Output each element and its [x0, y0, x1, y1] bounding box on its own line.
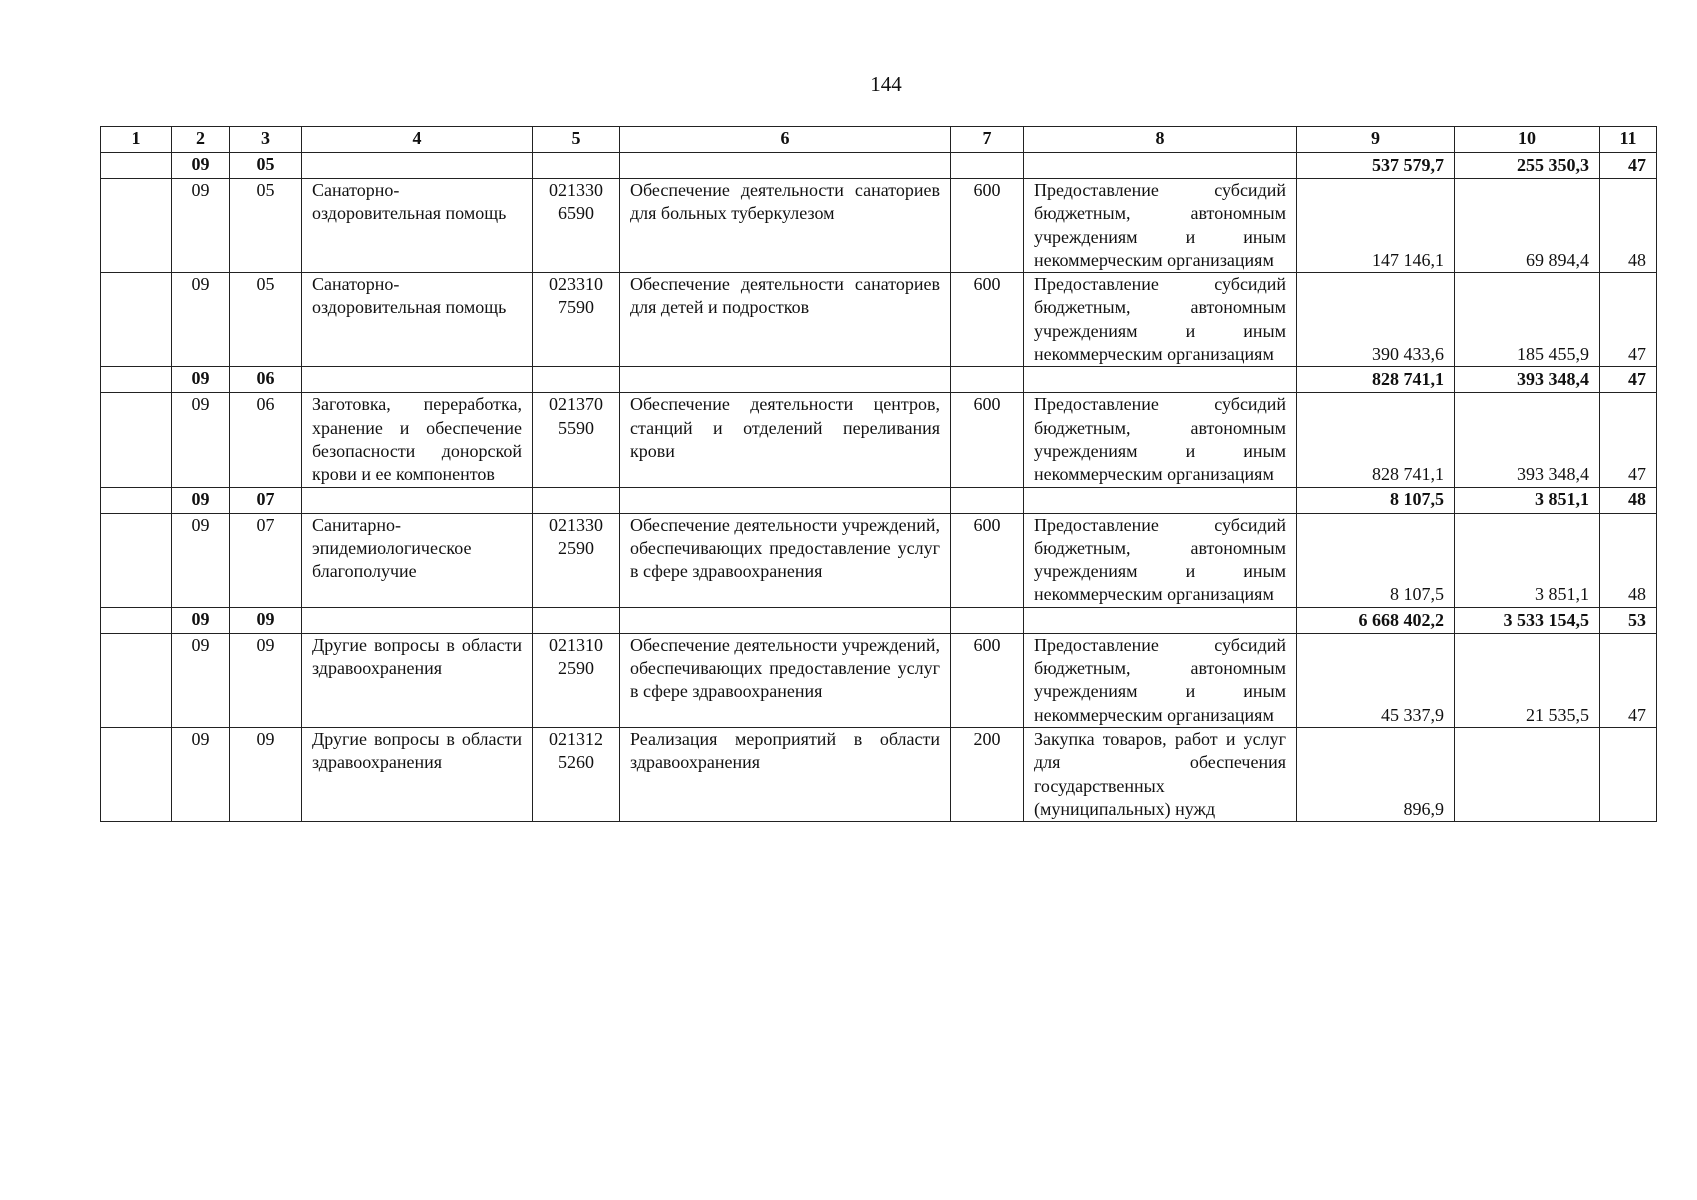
cell-expense-name: Предоставление субсидий бюджетным, автономным учреждениям и иным некоммерческим организациям: [1024, 513, 1297, 607]
table-row: [101, 179, 1657, 273]
cell-expense-type: 600: [951, 633, 1024, 727]
cell-subsection-name: Другие вопросы в области здравоохранения: [302, 633, 533, 727]
cell-subsection: 06: [230, 393, 302, 487]
cell-target-code: 021310 2590: [533, 633, 620, 727]
cell-amount: 8 107,5: [1297, 487, 1455, 513]
cell-amount: 896,9: [1297, 727, 1455, 821]
table-row: [101, 633, 1657, 727]
cell-target-name: [620, 153, 951, 179]
cell-executed: 3 851,1: [1455, 487, 1600, 513]
cell-subsection-name: Санитарно-эпидемиологическое благополучие: [302, 513, 533, 607]
cell-subsection: 07: [230, 513, 302, 607]
cell-subsection: 05: [230, 179, 302, 273]
table-row: [101, 393, 1657, 487]
cell-section: 09: [172, 607, 230, 633]
cell-number: [101, 273, 172, 367]
cell-number: [101, 513, 172, 607]
cell-number: [101, 487, 172, 513]
header-cell-3: 3: [230, 127, 302, 153]
cell-executed: 69 894,4: [1455, 179, 1600, 273]
cell-target-name: Обеспечение деятельности учреждений, обеспечивающих предоставление услуг в сфере здравоохранения: [620, 633, 951, 727]
cell-section: 09: [172, 727, 230, 821]
cell-target-code: 021330 2590: [533, 513, 620, 607]
cell-amount: 828 741,1: [1297, 367, 1455, 393]
header-cell-9: 9: [1297, 127, 1455, 153]
cell-expense-type: 600: [951, 393, 1024, 487]
cell-expense-type: 600: [951, 179, 1024, 273]
cell-expense-type: 600: [951, 273, 1024, 367]
header-cell-4: 4: [302, 127, 533, 153]
cell-expense-type: [951, 607, 1024, 633]
cell-subsection-name: Санаторно-оздоровительная помощь: [302, 273, 533, 367]
cell-section: 09: [172, 367, 230, 393]
cell-section: 09: [172, 633, 230, 727]
cell-target-name: Обеспечение деятельности санаториев для больных туберкулезом: [620, 179, 951, 273]
cell-subsection: 05: [230, 153, 302, 179]
cell-percent: 47: [1600, 367, 1657, 393]
cell-subsection: 09: [230, 633, 302, 727]
cell-number: [101, 633, 172, 727]
cell-amount: 390 433,6: [1297, 273, 1455, 367]
cell-section: 09: [172, 393, 230, 487]
cell-target-name: Обеспечение деятельности санаториев для детей и подростков: [620, 273, 951, 367]
cell-percent: 48: [1600, 179, 1657, 273]
table-row: [101, 727, 1657, 821]
cell-percent: 53: [1600, 607, 1657, 633]
cell-amount: 45 337,9: [1297, 633, 1455, 727]
cell-number: [101, 607, 172, 633]
cell-subsection: 06: [230, 367, 302, 393]
cell-subsection-name: [302, 607, 533, 633]
cell-percent: 47: [1600, 273, 1657, 367]
cell-target-name: Обеспечение деятельности центров, станций и отделений переливания крови: [620, 393, 951, 487]
table-row: [101, 273, 1657, 367]
cell-expense-name: [1024, 607, 1297, 633]
cell-expense-type: 200: [951, 727, 1024, 821]
subtotal-row: [101, 607, 1657, 633]
cell-expense-name: Предоставление субсидий бюджетным, автономным учреждениям и иным некоммерческим организациям: [1024, 393, 1297, 487]
cell-expense-name: Предоставление субсидий бюджетным, автономным учреждениям и иным некоммерческим организациям: [1024, 273, 1297, 367]
header-cell-1: 1: [101, 127, 172, 153]
cell-subsection: 07: [230, 487, 302, 513]
subtotal-row: [101, 487, 1657, 513]
header-cell-11: 11: [1600, 127, 1657, 153]
cell-percent: 47: [1600, 153, 1657, 179]
cell-number: [101, 393, 172, 487]
cell-section: 09: [172, 179, 230, 273]
cell-expense-type: 600: [951, 513, 1024, 607]
table-body: [101, 127, 1657, 822]
cell-section: 09: [172, 273, 230, 367]
cell-subsection-name: [302, 153, 533, 179]
cell-amount: 537 579,7: [1297, 153, 1455, 179]
header-cell-7: 7: [951, 127, 1024, 153]
cell-section: 09: [172, 153, 230, 179]
cell-target-code: [533, 153, 620, 179]
cell-target-code: [533, 607, 620, 633]
cell-amount: 147 146,1: [1297, 179, 1455, 273]
cell-expense-type: [951, 367, 1024, 393]
cell-number: [101, 727, 172, 821]
cell-target-name: Обеспечение деятельности учреждений, обеспечивающих предоставление услуг в сфере здравоохранения: [620, 513, 951, 607]
cell-executed: 185 455,9: [1455, 273, 1600, 367]
cell-subsection: 09: [230, 727, 302, 821]
cell-percent: 48: [1600, 487, 1657, 513]
cell-target-name: [620, 607, 951, 633]
cell-target-code: [533, 367, 620, 393]
cell-expense-name: [1024, 487, 1297, 513]
cell-executed: [1455, 727, 1600, 821]
cell-section: 09: [172, 513, 230, 607]
cell-subsection-name: [302, 487, 533, 513]
cell-percent: 47: [1600, 393, 1657, 487]
cell-amount: 6 668 402,2: [1297, 607, 1455, 633]
cell-target-name: Реализация мероприятий в области здравоохранения: [620, 727, 951, 821]
header-cell-2: 2: [172, 127, 230, 153]
subtotal-row: [101, 367, 1657, 393]
cell-executed: 21 535,5: [1455, 633, 1600, 727]
cell-expense-name: Закупка товаров, работ и услуг для обеспечения государственных (муниципальных) нужд: [1024, 727, 1297, 821]
cell-amount: 828 741,1: [1297, 393, 1455, 487]
header-cell-5: 5: [533, 127, 620, 153]
cell-executed: 3 533 154,5: [1455, 607, 1600, 633]
header-cell-6: 6: [620, 127, 951, 153]
cell-target-code: [533, 487, 620, 513]
cell-expense-type: [951, 487, 1024, 513]
cell-number: [101, 367, 172, 393]
cell-subsection-name: Заготовка, переработка, хранение и обеспечение безопасности донорской крови и ее компонентов: [302, 393, 533, 487]
cell-executed: 393 348,4: [1455, 367, 1600, 393]
cell-subsection-name: Другие вопросы в области здравоохранения: [302, 727, 533, 821]
cell-expense-type: [951, 153, 1024, 179]
cell-number: [101, 153, 172, 179]
cell-target-code: 021330 6590: [533, 179, 620, 273]
cell-expense-name: Предоставление субсидий бюджетным, автономным учреждениям и иным некоммерческим организациям: [1024, 179, 1297, 273]
header-row: [101, 127, 1657, 153]
cell-percent: 47: [1600, 633, 1657, 727]
cell-expense-name: [1024, 153, 1297, 179]
cell-amount: 8 107,5: [1297, 513, 1455, 607]
cell-executed: 255 350,3: [1455, 153, 1600, 179]
page-number: 144: [870, 72, 902, 96]
cell-percent: [1600, 727, 1657, 821]
header-cell-8: 8: [1024, 127, 1297, 153]
cell-number: [101, 179, 172, 273]
cell-executed: 393 348,4: [1455, 393, 1600, 487]
cell-executed: 3 851,1: [1455, 513, 1600, 607]
cell-subsection: 05: [230, 273, 302, 367]
cell-expense-name: [1024, 367, 1297, 393]
table-row: [101, 513, 1657, 607]
cell-percent: 48: [1600, 513, 1657, 607]
header-cell-10: 10: [1455, 127, 1600, 153]
cell-target-code: 023310 7590: [533, 273, 620, 367]
cell-target-name: [620, 367, 951, 393]
cell-subsection-name: [302, 367, 533, 393]
cell-subsection: 09: [230, 607, 302, 633]
subtotal-row: [101, 153, 1657, 179]
cell-subsection-name: Санаторно-оздоровительная помощь: [302, 179, 533, 273]
cell-target-code: 021370 5590: [533, 393, 620, 487]
cell-target-name: [620, 487, 951, 513]
cell-section: 09: [172, 487, 230, 513]
cell-target-code: 021312 5260: [533, 727, 620, 821]
cell-expense-name: Предоставление субсидий бюджетным, автономным учреждениям и иным некоммерческим организациям: [1024, 633, 1297, 727]
budget-table: [100, 126, 1657, 822]
